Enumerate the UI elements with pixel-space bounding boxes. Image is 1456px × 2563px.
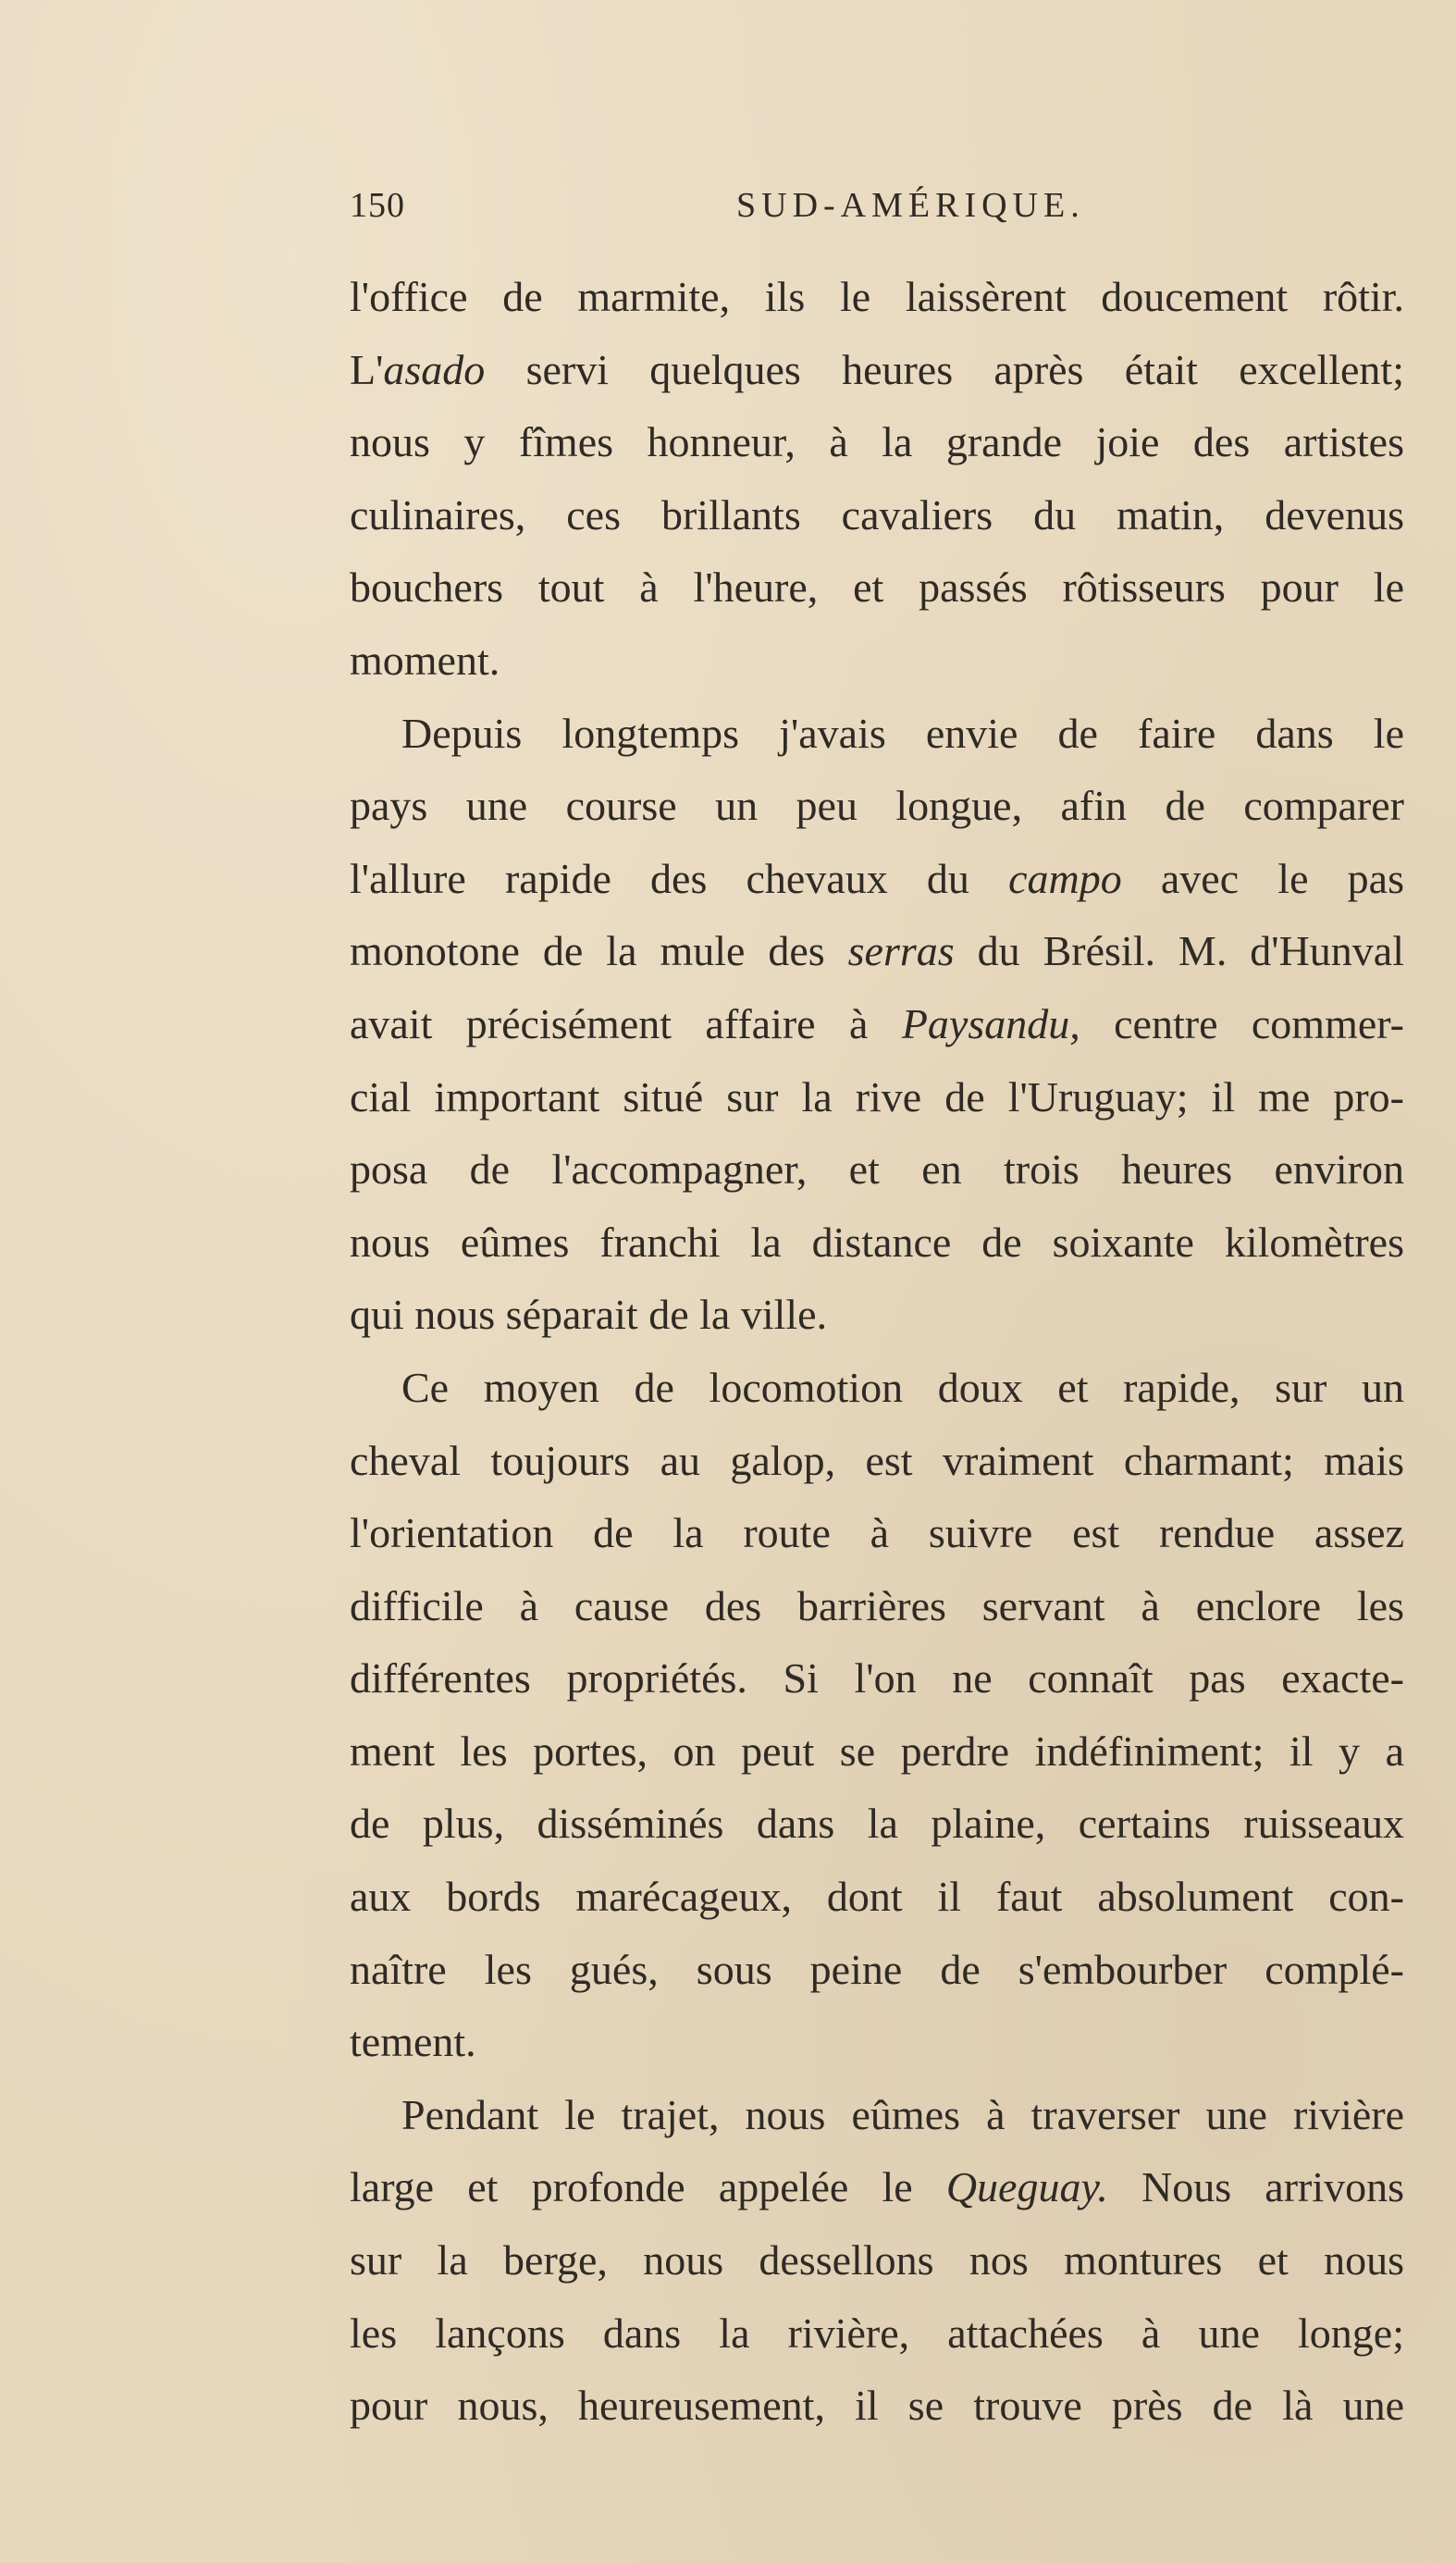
italic-term: Paysandu, [901,999,1080,1047]
text-line: posa de l'accompagner, et en trois heures environ [350,1145,1404,1194]
text-line: l'allure rapide des chevaux du campo avec le pas [350,854,1404,902]
text-line: culinaires, ces brillants cavaliers du matin, devenus [350,490,1404,539]
italic-term: serras [847,927,955,975]
text-line: avait précisément affaire à Paysandu, centre commer- [350,999,1404,1047]
text-line: naître les gués, sous peine de s'embourber complé- [350,1945,1404,1993]
text-line: Depuis longtemps j'avais envie de faire dans le [401,709,1404,757]
text-line: de plus, disséminés dans la plaine, certains ruisseaux [350,1800,1404,1848]
text-line: nous eûmes franchi la distance de soixante kilomètres [350,1218,1404,1266]
text-line: aux bords marécageux, dont il faut absolument con- [350,1873,1404,1921]
text-line: pays une course un peu longue, afin de comparer [350,782,1404,830]
running-title: SUD-AMÉRIQUE. [736,186,1085,225]
text-line: bouchers tout à l'heure, et passés rôtisseurs pour le [350,563,1404,612]
text-line: cial important situé sur la rive de l'Uruguay; il me pro- [350,1072,1404,1121]
text-line: sur la berge, nous dessellons nos montures et nous [350,2236,1404,2284]
text-line: moment. [350,636,500,684]
text-line: l'office de marmite, ils le laissèrent doucement rôtir. [350,273,1404,320]
text-line: large et profonde appelée le Queguay. Nous arrivons [350,2163,1404,2211]
italic-term: Queguay. [945,2163,1108,2211]
text-line: monotone de la mule des serras du Brésil. M. d'Hunval [350,927,1404,975]
text-line: L'asado servi quelques heures après était excellent; [350,345,1404,393]
italic-term: campo [1008,854,1122,902]
text-line: qui nous séparait de la ville. [350,1291,828,1339]
text-line: difficile à cause des barrières servant à enclore les [350,1581,1404,1629]
body-text [350,261,1404,2443]
running-head [350,185,1404,237]
text-line: tement. [350,2018,476,2066]
text-line: l'orientation de la route à suivre est rendue assez [350,1509,1404,1557]
text-line: Pendant le trajet, nous eûmes à traverser une rivière [401,2090,1404,2138]
page-number: 150 [350,186,405,225]
text-line: ment les portes, on peut se perdre indéfiniment; il y a [350,1727,1404,1775]
italic-term: asado [383,345,486,393]
text-line: Ce moyen de locomotion doux et rapide, sur un [401,1363,1404,1411]
text-line: pour nous, heureusement, il se trouve près de là une [350,2382,1404,2430]
text-line: les lançons dans la rivière, attachées à une longe; [350,2309,1404,2357]
text-line: nous y fîmes honneur, à la grande joie des artistes [350,418,1404,466]
text-line: différentes propriétés. Si l'on ne connaît pas exacte- [350,1654,1404,1702]
text-line: cheval toujours au galop, est vraiment charmant; mais [350,1436,1404,1484]
